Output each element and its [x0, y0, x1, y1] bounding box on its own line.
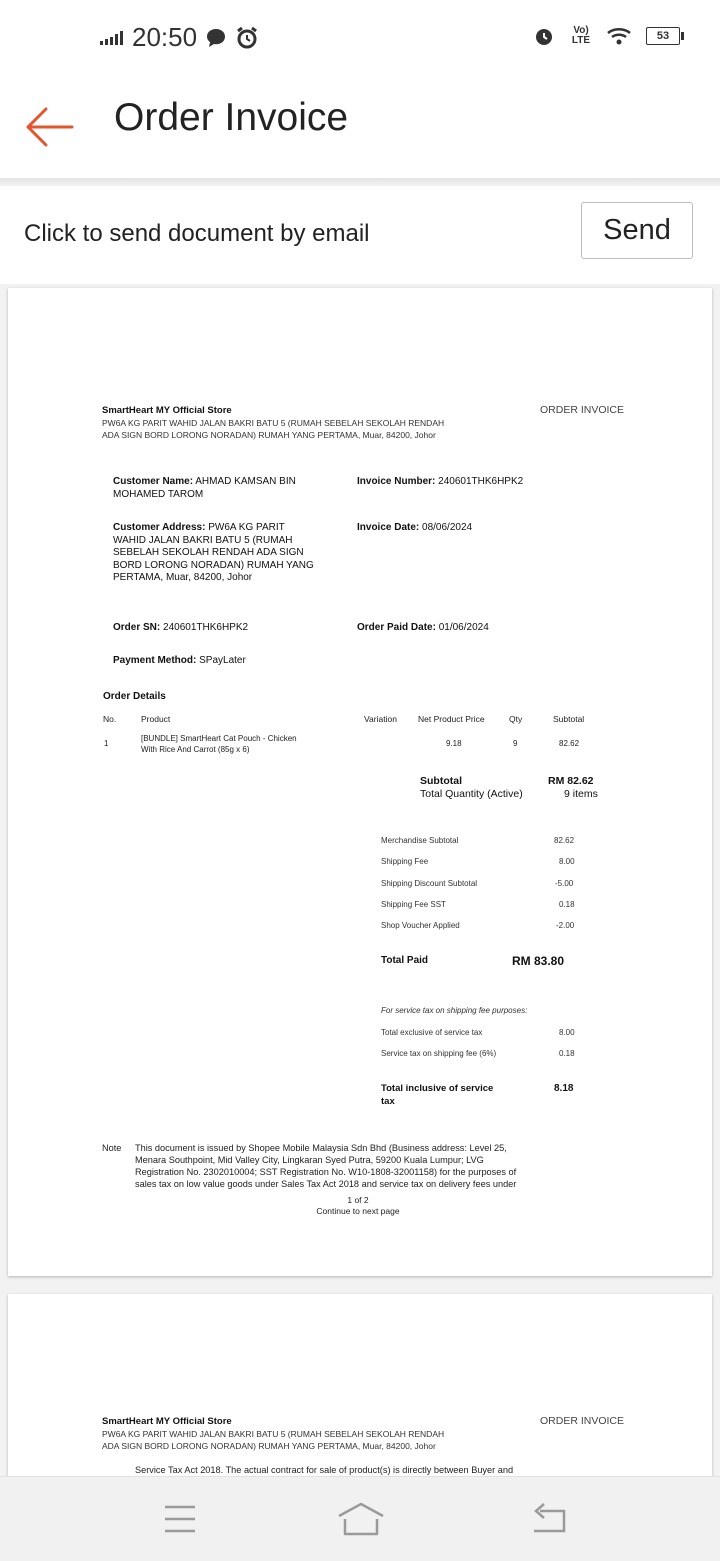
breakdown-value: 8.00	[559, 857, 575, 866]
send-button[interactable]: Send	[581, 202, 693, 259]
total-qty-label: Total Quantity (Active)	[420, 788, 523, 800]
total-qty-value: 9 items	[564, 788, 598, 800]
col-subtotal: Subtotal	[553, 714, 585, 724]
total-inclusive-label-line2: tax	[381, 1095, 395, 1107]
breakdown-label: Shipping Discount Subtotal	[381, 879, 478, 888]
customer-address-line2: WAHID JALAN BAKRI BATU 5 (RUMAH	[113, 534, 293, 546]
store-address-line2: ADA SIGN BORD LORONG NORADAN) RUMAH YANG PERTAMA, Muar, 84200, Johor	[102, 430, 436, 440]
col-no: No.	[103, 714, 117, 724]
order-details-title: Order Details	[103, 691, 166, 702]
customer-name-line2: MOHAMED TAROM	[113, 488, 204, 500]
store-name: SmartHeart MY Official Store	[102, 1416, 232, 1427]
back-button[interactable]	[22, 104, 76, 150]
service-tax-value: 0.18	[559, 1049, 575, 1058]
page-indicator: 1 of 2	[347, 1195, 369, 1205]
page2-note-text: Service Tax Act 2018. The actual contract for sale of product(s) is directly between Buyer and	[135, 1465, 514, 1475]
back-nav-icon[interactable]	[530, 1501, 568, 1535]
order-paid-date-label: Order Paid Date:	[357, 622, 436, 633]
col-net-price: Net Product Price	[418, 714, 485, 724]
store-address-line1: PW6A KG PARIT WAHID JALAN BAKRI BATU 5 (RUMAH SEBELAH SEKOLAH RENDAH	[102, 418, 445, 428]
invoice-page-1	[8, 288, 712, 1276]
breakdown-label: Shipping Fee	[381, 857, 429, 866]
note-line3: Registration No. 2302010004; SST Registration No. W10-1808-32001158) for the purposes of	[135, 1167, 517, 1177]
service-tax-value: 8.00	[559, 1028, 575, 1037]
app-bar	[0, 76, 720, 178]
total-inclusive-label-line1: Total inclusive of service	[381, 1083, 494, 1094]
invoice-number-label: Invoice Number:	[357, 476, 436, 487]
store-address-line2: ADA SIGN BORD LORONG NORADAN) RUMAH YANG PERTAMA, Muar, 84200, Johor	[102, 1441, 436, 1451]
item-qty: 9	[513, 739, 518, 748]
total-paid-label: Total Paid	[381, 955, 429, 966]
page-title: Order Invoice	[114, 96, 349, 139]
customer-address-line5: PERTAMA, Muar, 84200, Johor	[113, 572, 253, 583]
item-no: 1	[104, 739, 109, 748]
item-subtotal: 82.62	[559, 739, 580, 748]
total-paid-value: RM 83.80	[512, 954, 565, 968]
breakdown-value: -2.00	[556, 921, 575, 930]
invoice-page-2	[8, 1294, 712, 1484]
customer-address-line3: SEBELAH SEKOLAH RENDAH ADA SIGN	[113, 547, 304, 558]
signal-icon	[100, 31, 124, 45]
breakdown-label: Merchandise Subtotal	[381, 836, 459, 845]
system-nav-bar	[0, 1476, 720, 1561]
subtotal-label: Subtotal	[420, 775, 462, 787]
alarm-icon	[235, 26, 259, 50]
order-paid-date: 01/06/2024	[438, 622, 489, 633]
customer-name-label: Customer Name:	[113, 476, 194, 487]
note-line2: Menara Southpoint, Mid Valley City, Lingkaran Syed Putra, 59200 Kuala Lumpur; LVG	[135, 1155, 484, 1165]
order-sn: 240601THK6HPK2	[163, 622, 249, 633]
note-label: Note	[102, 1143, 122, 1153]
invoice-number: 240601THK6HPK2	[438, 476, 524, 487]
battery-level: 53	[656, 30, 670, 42]
item-product-line2: With Rice And Carrot (85g x 6)	[141, 745, 250, 754]
breakdown-label: Shipping Fee SST	[381, 900, 446, 909]
volte-indicator: Vo) LTE	[571, 25, 591, 46]
status-time: 20:50	[132, 22, 198, 52]
status-bar	[0, 0, 720, 76]
customer-address-line4: BORD LORONG NORADAN) RUMAH YANG	[113, 559, 314, 571]
invoice-date: 08/06/2024	[422, 522, 473, 533]
breakdown-value: -5.00	[555, 879, 574, 888]
total-inclusive-value: 8.18	[554, 1083, 574, 1094]
back-arrow-icon	[22, 104, 76, 150]
chat-icon	[205, 27, 227, 49]
item-product-line1: [BUNDLE] SmartHeart Cat Pouch - Chicken	[141, 734, 297, 743]
service-tax-label: Total exclusive of service tax	[381, 1028, 483, 1037]
item-product	[141, 733, 297, 755]
service-tax-label: Service tax on shipping fee (6%)	[381, 1049, 497, 1058]
note-line1: This document is issued by Shopee Mobile Malaysia Sdn Bhd (Business address: Level 25,	[135, 1143, 507, 1153]
payment-method: SPayLater	[199, 655, 246, 666]
subtotal-value: RM 82.62	[548, 775, 594, 787]
col-variation: Variation	[364, 714, 397, 724]
order-invoice-label: ORDER INVOICE	[540, 1415, 625, 1427]
breakdown-value: 82.62	[554, 836, 575, 845]
breakdown-value: 0.18	[559, 900, 575, 909]
app-bar-divider	[0, 178, 720, 186]
col-product: Product	[141, 714, 171, 724]
customer-address-line1: PW6A KG PARIT	[208, 522, 285, 533]
store-name: SmartHeart MY Official Store	[102, 405, 232, 416]
payment-method-label: Payment Method:	[113, 655, 197, 666]
order-invoice-label: ORDER INVOICE	[540, 404, 625, 416]
service-tax-heading: For service tax on shipping fee purposes:	[381, 1006, 528, 1015]
menu-icon[interactable]	[163, 1504, 197, 1534]
continue-text: Continue to next page	[316, 1206, 400, 1216]
item-net-price: 9.18	[446, 739, 462, 748]
email-bar	[0, 186, 720, 284]
col-qty: Qty	[509, 714, 523, 724]
home-icon[interactable]	[336, 1501, 386, 1537]
breakdown-label: Shop Voucher Applied	[381, 921, 460, 930]
wifi-icon	[606, 26, 632, 46]
invoice-date-label: Invoice Date:	[357, 522, 420, 533]
email-prompt: Click to send document by email	[24, 220, 370, 247]
note-line4: sales tax on low value goods under Sales Tax Act 2018 and service tax on delivery fees under	[135, 1179, 517, 1189]
battery-icon	[646, 27, 680, 45]
alarm-icon	[532, 24, 556, 48]
customer-name-line1: AHMAD KAMSAN BIN	[195, 476, 296, 487]
store-address-line1: PW6A KG PARIT WAHID JALAN BAKRI BATU 5 (RUMAH SEBELAH SEKOLAH RENDAH	[102, 1429, 445, 1439]
order-sn-label: Order SN:	[113, 622, 161, 633]
customer-address-label: Customer Address:	[113, 522, 206, 533]
